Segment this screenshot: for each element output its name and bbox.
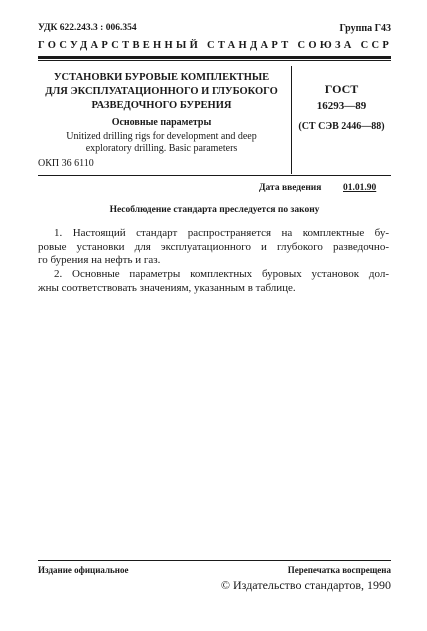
title-block-bottom-rule <box>38 175 391 176</box>
gost-number: 16293—89 <box>316 100 367 112</box>
reprint-prohibited: Перепечатка воспрещена <box>287 565 391 575</box>
subtitle: Основные параметры <box>111 117 212 128</box>
group-code: Группа Г43 <box>339 23 391 34</box>
paragraph-1-line-1: 1. Настоящий стандарт распространяется на комплектные бу- <box>54 227 389 239</box>
effective-date-value: 01.01.90 <box>343 183 377 193</box>
paragraph-1-line-3: го бурения на нефть и газ. <box>38 254 161 266</box>
law-notice: Несоблюдение стандарта преследуется по закону <box>109 205 320 215</box>
paragraph-1-line-2: ровые установки для эксплуатационного и глубокого разведочно- <box>38 240 389 253</box>
footer-rule <box>38 560 391 561</box>
udk-code: УДК 622.243.3 : 006.354 <box>38 23 137 33</box>
paragraph-2-line-2: жны соответствовать значениям, указанным в таблице. <box>38 281 296 294</box>
title-line-3: РАЗВЕДОЧНОГО БУРЕНИЯ <box>91 100 232 111</box>
gost-label: ГОСТ <box>324 82 359 96</box>
effective-date-label: Дата введения <box>259 183 322 193</box>
title-line-1: УСТАНОВКИ БУРОВЫЕ КОМПЛЕКТНЫЕ <box>53 72 270 83</box>
header-rule-thin <box>38 60 391 61</box>
title-line-2: ДЛЯ ЭКСПЛУАТАЦИОННОГО И ГЛУБОКОГО <box>45 86 278 97</box>
english-title-line-1: Unitized drilling rigs for development and deep <box>66 131 257 142</box>
paragraph-2-line-1: 2. Основные параметры комплектных буровых установок дол- <box>54 268 389 280</box>
okp-code: ОКП 36 6110 <box>38 158 94 169</box>
paragraph-2 <box>38 268 389 295</box>
english-title-line-2: exploratory drilling. Basic parameters <box>85 143 238 154</box>
st-sev-number: (СТ СЭВ 2446—88) <box>298 121 385 132</box>
official-edition: Издание официальное <box>38 565 129 575</box>
state-standard-heading: ГОСУДАРСТВЕННЫЙ СТАНДАРТ СОЮЗА ССР <box>38 40 393 51</box>
paragraph-1 <box>38 227 389 268</box>
header-rule-thick <box>38 56 391 59</box>
copyright-notice: © Издательство стандартов, 1990 <box>220 578 391 592</box>
